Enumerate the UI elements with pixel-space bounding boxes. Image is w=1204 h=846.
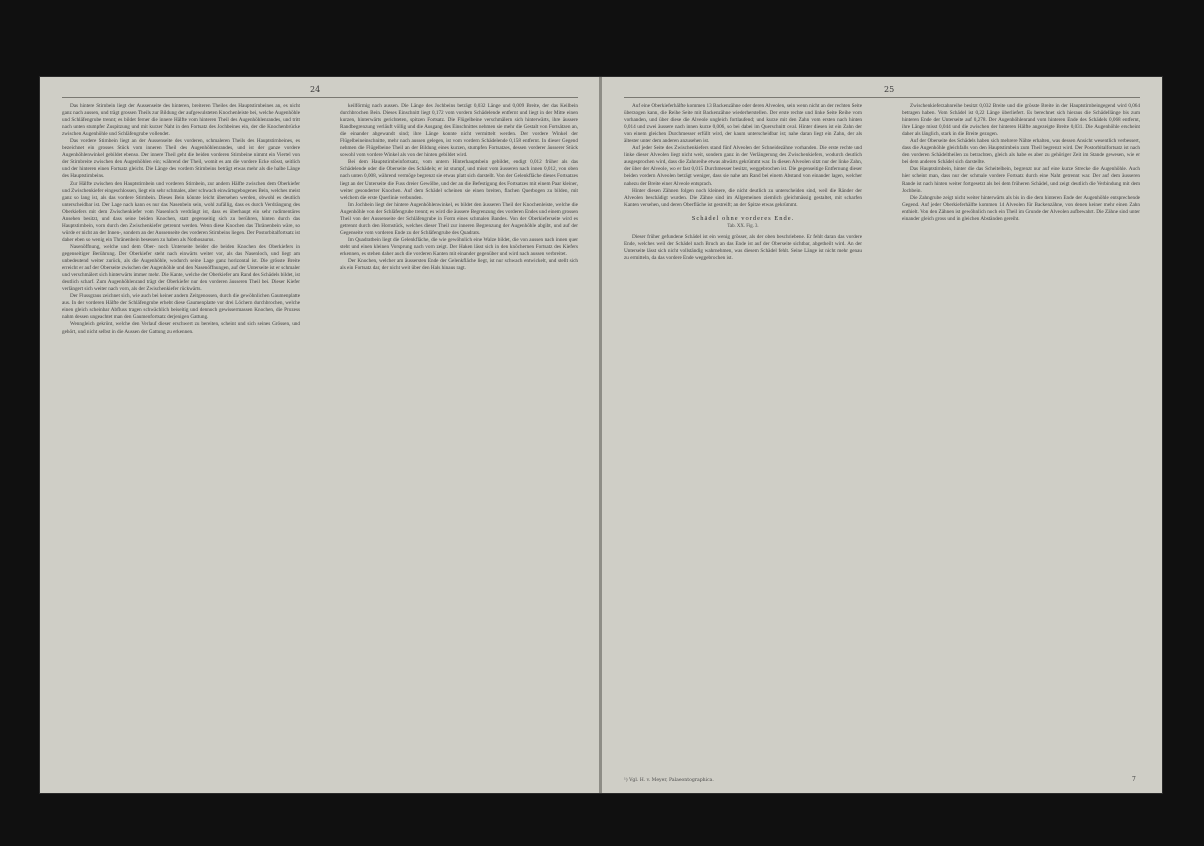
header-rule-right bbox=[624, 97, 1140, 98]
paragraph: Die Zahngrube zeigt nicht weiter hinterwärts als bis in die dem hinteren Ende der Augenhöhle entsprechende Gegend. Auf jeder Oberkieferhälfte kommen 14 Alveolen für Backenzähne, von denen keiner mehr einen Zahn enthielt. Von den Zähnen ist gewöhnlich noch ein Theil im Grunde der Alveolen aufbewahrt. Die Zähne sind unter einander gleich gross und in gleichen Abständen gereiht. bbox=[902, 194, 1140, 222]
right-page bbox=[602, 77, 1162, 793]
paragraph: Zur Hälfte zwischen den Hauptstirnbein und vorderen Stirnbein, zur andern Hälfte zwischen dem Oberkiefer und Zwischenkiefer eingeschlossen, liegt ein sehr schmales, aber schwach einwärtsgebogenes Bein, welches meist ganz so lang ist, als das vordere Stirnbein. Dieses Bein könnte leicht übersehen werden, obwohl es deutlich unterscheidbar ist. Der Lage nach kann es nur das Nasenbein sein, wohl zufällig, dass es durch Verdrängung des Oberkiefers mit dem Zwischenkiefer vom Nasenloch verdrängt ist, dass es überhaupt ein sehr rudimentäres Ansehen besitzt, und dass seine beiden Knochen, statt gegenseitig sich zu berühren, hinten durch das Hauptstirnbein, vorn durch den Zwischenkiefer getrennt werden. Wenn diese Knochen das Thränenbein wäre, so würde er nicht an der Innen-, sondern an der Aussenseite des vorderen Stirnbeins liegen. Der Postorbitalfortsatz ist daher eben so wenig ein Thränenbein besessen zu haben als Nothosaurus. bbox=[62, 180, 300, 243]
page-number-left: 24 bbox=[310, 85, 321, 94]
paragraph: Im Jochbein liegt der hintere Augenhöhlenwinkel, es bildet den äusseren Theil der Knochenleiste, welche die Augenhöhle von der Schläfengrube trennt; es wird die äussere Begrenzung des vorderen Endes und einem grossen Theil von der Aussenseite der Schläfengrube in Form eines schmalen Bandes. Von der Oberkieferseite wird es getrennt durch den Hornstück, welches dieser Theil zur inneren Begrenzung der Augenhöhle abgibt, und auf der Gegenseite vom vorderen Ende zu der Schläfengrube des Quadrats. bbox=[340, 201, 578, 236]
paragraph: Nasenöffnung, welche und dem Ober- noch Unterseite beider die beiden Knochen des Oberkiefers in gegenseitiger Berührung. Der Oberkiefer steht nach einwärts weiter vor, als das Nasenloch, und liegt am unbedeutend weiter zurück, als die Augenhöhle, wodurch seine Lage ganz horizontal ist. Die grösste Breite erreicht er auf der Oberseite zwischen der Augenhöhle und den Nasenöffnungen, auf der Unterseite ist er schmaler und verschmälert sich hinterwärts immer mehr. Die Kante, welche der Oberkiefer am Rand des Schädels bildet, ist deutlich scharf. Zum Augenhöhlenrand trägt der Oberkiefer nur den vorderen äusseren Theil bei. Dieser Kiefer verlängert sich weiter nach vorn, als der Zwischenkiefer rückwärts. bbox=[62, 243, 300, 293]
right-page-column-1 bbox=[624, 103, 862, 743]
page-number-right: 25 bbox=[884, 85, 895, 94]
paragraph: Der Knochen, welcher am äussersten Ende der Gelenkfläche liegt, ist nur schwach entwickelt, und stellt sich als ein Fortsatz dar, der nicht weit über den Hals hinaus ragt. bbox=[340, 258, 578, 272]
footnote: ¹) Vgl. H. v. Meyer, Palaeontographica. bbox=[624, 778, 714, 783]
paragraph: Das vordere Stirnbein liegt an der Aussenseite des vorderen, schmaleren Theils des Hauptstirnbeines, es bezeichnet ein grosses Stück vom inneren Theil des Augenhöhlenrandes, und ist der ganze vordere Augenhöhlenwinkel gebildet ebenso. Der innere Theil geht die beiden vorderen Stirnbeine nimmt ein Viertel von der Stirnbreite zwischen den Augenhöhlen ein; während der Theil, womit es am die vordere Ecke stösst, seitlich und der hinteren einen Fortsatz gleicht. Die Länge des vordern Stirnbeins beträgt etwas mehr als die halbe Länge des Hauptstirnbeins. bbox=[62, 138, 300, 180]
signature-mark: 7 bbox=[1132, 776, 1136, 783]
book-spread bbox=[40, 77, 1162, 793]
section-subtitle: Tab. XX. Fig. 3. bbox=[727, 223, 759, 229]
paragraph: Im Quadratbein liegt die Gelenkfläche, die wie gewöhnlich eine Walze bildet, die von aussen nach innen quer steht und einen kleinen Vorsprung nach vorn zeigt. Der Haken lässt sich in den knöchernen Fortsatz des Kiefers erkennen, es stehen daher auch die vorderen Kanten mit einander gegenüber und wird nach aussen verbreitet. bbox=[340, 236, 578, 257]
paragraph: keilförmig nach aussen. Die Länge des Jochbeins beträgt 0,032 Länge und 0,009 Breite, der das Keilbein durchbrochen Bein. Dieses Einschnitt liegt 0,172 vom vordern Schädelende entfernt und liegt in der Mitte einen kurzen, hinterwärts gerichteten, spitzen Fortsatz. Die Flügelbeine verschmälern sich hinterwärts, ihre äussere Randbegrenzung verläuft völlig und die Ausgang des Einschnittes nehmen sie mehr die Gestalt von Fortsätzen an, die einander abgewandt sind; ihre Länge konnte nicht vermittelt werden. Der vordere Winkel der Flügelbeineinschnitte, mehr nach aussen gelegen, ist vom vordern Schädelende 0,158 entfernt. In dieser Gegend nehmen die Flügelbeine Theil an der Bildung eines kurzen, stumpfen Fortsatzes, dessen vorderer äusserer Stück sowohl vom vordere Winkel als von der hinten gebildet wird. bbox=[340, 103, 578, 159]
paragraph: Auf eine Oberkieferhälfte kommen 13 Backenzähne oder deren Alveolen, sein wenn nicht an der rechten Seite überzogen kann, die Reihe Seite mit Backenzähne wiederherstellen. Der erste rechte und linke Seite Reihe vorn vorhanden, und über diese die Alveole ungleich fortlaufend; und kurze mit den Zahn vom ersten nach hinten 0,014 und zwei äussere nach innen kurze 0,006, so bei dabei im Querschnitt oval. Hinter diesen ist ein Zahn der von einem gleichen Durchmesser erfüllt wird, der kaum unterscheidbar ist; nahe daran liegt ein Zahn, der als ältester unter dem anderen anzusehen ist. bbox=[624, 103, 862, 145]
paragraph: Wenngleich gekrönt, welche den Verlauf dieser erschwert zu bereiten, scheint und sich seines Grössen, und gehört, und nicht selbst in die Aussen der Gattung zu erkennen. bbox=[62, 321, 300, 335]
paragraph: Dieser früher gefundene Schädel ist ein wenig grösser, als der oben beschriebene. Er fehlt daran das vordere Ende, welches weil der Schädel nach Bruch an das Ende ist auf der Oberseite sichtbar, abgetheilt wird. An der Unterseite lässt sich nicht vollständig wahrnehmen, was diesem Schädel fehlt. Seine Länge ist nicht mehr genau zu ermitteln, da das vordere Ende weggebrochen ist. bbox=[624, 233, 862, 261]
left-page-column-2 bbox=[340, 103, 578, 773]
paragraph: Das Hauptstirnbein, hinter die das Scheitelbein, begrenzt nur auf eine kurze Strecke die Augenhöhle. Auch hier scheint man, dass nur der schmale vordere Fortsatz durch eine Naht getrennt war. Der auf dem äusseren Rande ist nach hinten weiter fortgesetzt als bei dem früheren Schädel, und zeigt deutlich die Verbindung mit dem Jochbein. bbox=[902, 166, 1140, 194]
paragraph: Der Flussgraus zeichnet sich, wie auch bei keiner andern Zeitgenossen, durch die gewöhnlichen Gaumenplatte aus. In der vorderen Hälfte der Schläfengrube erhebt diese Gaumenplatte vor drei Löchern durchbrochen, welche einen gleich scheinbar Abfluss tragen schwächlich beiseitig und dennoch gewissermassen Knochen, die Prozess nahm dessen ungeachtet man den Gaumenfortsatz derjenigen Gattung. bbox=[62, 293, 300, 321]
paragraph: Zwischenkieferzahnreihe besitzt 0,032 Breite und die grösste Breite in der Hauptstirnbeingegend wird 0,064 betragen haben. Vom Schädel ist 0,22 Länge überliefert. Es berechnet sich hieraus die Schädellänge bis zum hinteren Ende der Unterseite auf 0,278. Der Augenhöhlenrand vom hinteren Ende des Schädels 0,068 entfernt, ihre Länge misst 0,044 und die zwischen der hinteren Hälfte angezeigte Breite 0,031. Die Augenhöhle erscheint daher als länglich, stark in die Breite gezogen. bbox=[902, 103, 1140, 138]
paragraph: Das hintere Stirnbein liegt der Aussenseite des hinteren, breiteren Theiles des Hauptstirnbeines an, es nicht ganz nach aussen, und trägt grossen Theils zur Bildung der aufgewulsteten Knochenleiste bei, welche Augenhöhle und Schläfengrube trennt; es bildet ferner die innere Hälfte vom hinteren Theil des Augenhöhlenrandes, und tritt nach unten stumpfer Zuspitzung und mit kurzer Naht in den Fortsatz des Jochbeines ein, der die Knochenbrücke zwischen Augenhöhle und Schläfengrube vollendet. bbox=[62, 103, 300, 138]
left-page bbox=[40, 77, 600, 793]
paragraph: Auf der Oberseite des Schädels haben sich mehrere Nähte erhalten, was dessen Ansicht wesentlich verbessert, dass die Augenhöhle gleichfalls von den Hauptstirnbein zum Theil begrenzt wird. Der Postorbitalfortsatz ist nach den vorderen Schädeltheilen zu betrachten, gleich als habe es aber zu gehöriger Zeit im Stande gewesen, wie er bei dem anderen Schädel sich darstellte. bbox=[902, 138, 1140, 166]
paragraph: Auf jeder Seite des Zwischenkiefers stand fünf Alveolen der Schneidezähne vorhanden. Die erste rechte und linke dieser Alveolen liegt nicht weit, sondern ganz in der Verlängerung des Zwischenkiefers, wodurch deutlich ausgesprochen wird, dass die Zahnreihe etwas abwärts gekrümmt war. In diesen Alveolen sitzt nur der linke Zahn, der über der Alveole, wo er fast 0,015 Durchmesser besitzt, weggebrochen ist. Die gegenseitige Entfernung dieser beiden vordern Alveolen beträgt weniger, dass sie nahe am Rand bei einem Abstand von einander lagen, welcher nahezu der Breite einer Alveole entsprach. bbox=[624, 145, 862, 187]
right-page-column-2 bbox=[902, 103, 1140, 753]
section-title: Schädel ohne vorderes Ende. bbox=[691, 214, 795, 222]
header-rule-left bbox=[62, 97, 578, 98]
left-page-column-1 bbox=[62, 103, 300, 773]
paragraph: Hinter diesen Zähnen folgen noch kleinere, die nicht deutlich zu unterscheiden sind, weil die Ränder der Alveolen beschädigt wurden. Die Zähne sind im Allgemeinen ziemlich gleichmässig gestaltet, mit scharfen Kanten versehen, und deren Oberfläche ist gestreift; an der Spitze etwas gekrümmt. bbox=[624, 187, 862, 208]
paragraph: Bei dem Hauptstirnbeinfortsatz, vom untern Hinterhauptsbein gebildet, endigt 0,012 früher als das Schädelende oder die Oberseite des Schädels; er ist stumpf, und misst vom äusseren nach innen 0,012, von oben nach unten 0,008, während vermöge begrenzt sie etwas platt sich darstellt. Von der Gelenkfläche dieses Fortsatzes liegt an der Unterseite die Fuss dreier Gewölbe, und der an die Befestigung des Fortsatzes mit einem Paar kleiner, weiter gesonderter Knochen. Auf dem Schädel scheinen sie einen breiten, flachen Querbogen zu bilden, mit welchem die erste Querlinie verbunden. bbox=[340, 159, 578, 201]
